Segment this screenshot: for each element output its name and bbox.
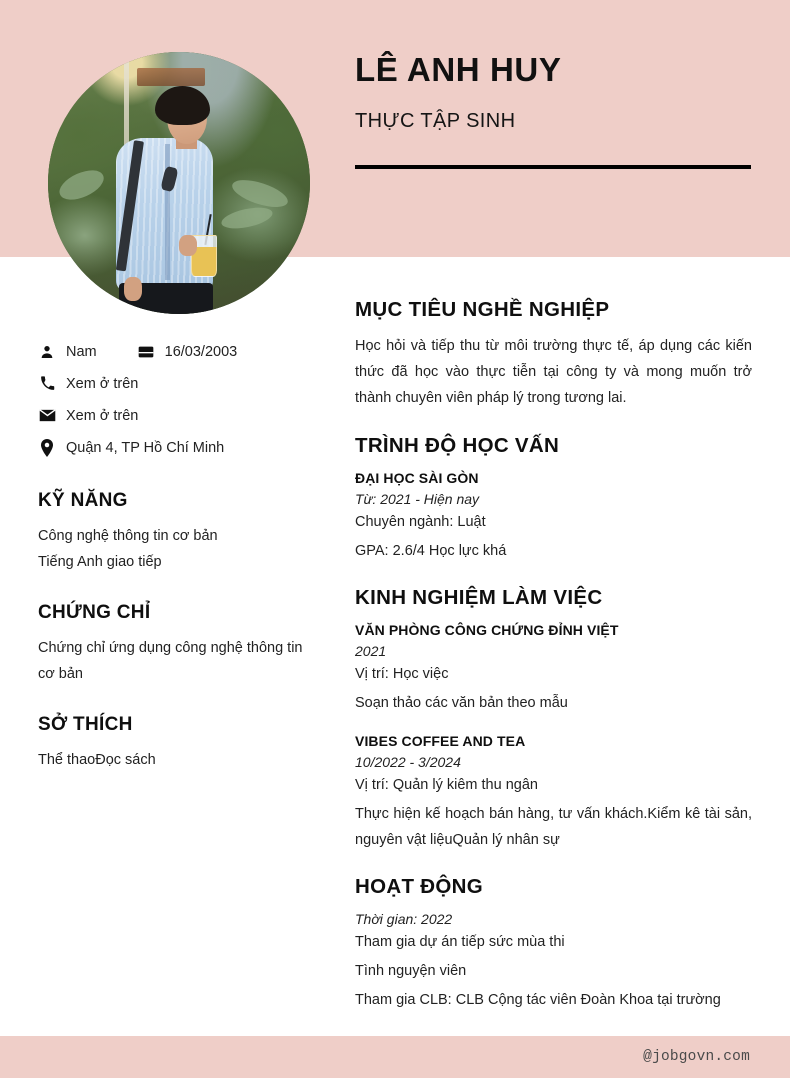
location-pin-icon: [38, 439, 56, 457]
activities-date: Thời gian: 2022: [355, 911, 453, 928]
person-icon: [38, 343, 56, 361]
experience-description: Thực hiện kế hoạch bán hàng, tư vấn khách.Kiểm kê tài sản, nguyên vật liệuQuản lý nhân sự: [355, 805, 752, 848]
candidate-role: THỰC TẬP SINH: [355, 109, 516, 132]
sidebar-certificate-item: Chứng chỉ ứng dụng công nghệ thông tin cơ bản: [38, 639, 303, 683]
contact-list: [38, 336, 320, 464]
sidebar-skill-item: Tiếng Anh giao tiếp: [38, 554, 162, 571]
contact-email-value: Xem ở trên: [66, 407, 139, 424]
header-divider-rule: [355, 165, 751, 169]
contact-phone-value: Xem ở trên: [66, 375, 139, 392]
experience-position: Vị trí: Học việc: [355, 666, 449, 683]
activities-heading: HOẠT ĐỘNG: [355, 875, 483, 899]
sidebar-heading-certificates: CHỨNG CHỈ: [38, 601, 151, 623]
education-gpa: GPA: 2.6/4 Học lực khá: [355, 542, 507, 559]
photo-placket: [165, 144, 171, 280]
sidebar: [38, 336, 320, 773]
experience-heading: KINH NGHIỆM LÀM VIỆC: [355, 586, 603, 610]
activities-item: Tình nguyện viên: [355, 963, 467, 980]
footer-band: [0, 1036, 790, 1078]
photo-hand-left: [124, 277, 142, 301]
section-experience: [355, 586, 752, 853]
objective-text: Học hỏi và tiếp thu từ môi trường thực tế, áp dụng các kiến thức đã học vào thực tiễn tại công ty và mong muốn trở thành chuyên viên pháp lý trong tương lai.: [355, 338, 752, 406]
section-education: [355, 434, 752, 565]
experience-entry: [355, 733, 752, 853]
activities-item: Tham gia dự án tiếp sức mùa thi: [355, 934, 565, 951]
candidate-name: LÊ ANH HUY: [355, 51, 562, 88]
education-school: ĐẠI HỌC SÀI GÒN: [355, 469, 479, 486]
experience-position: Vị trí: Quản lý kiêm thu ngân: [355, 777, 538, 794]
photo-hand-right: [179, 235, 197, 256]
experience-description: Soạn thảo các văn bản theo mẫu: [355, 695, 568, 712]
profile-photo: [48, 52, 310, 314]
sidebar-heading-skills: KỸ NĂNG: [38, 490, 128, 511]
experience-company: VIBES COFFEE AND TEA: [355, 733, 526, 750]
sidebar-skill-item: Công nghệ thông tin cơ bản: [38, 528, 218, 544]
header-text-block: [355, 50, 755, 133]
contact-gender-value: Nam: [66, 343, 97, 360]
contact-row-gender-dob: [38, 336, 320, 368]
photo-roof: [137, 68, 205, 86]
section-objective: [355, 298, 752, 412]
activities-item: Tham gia CLB: CLB Cộng tác viên Đoàn Khoa tại trường: [355, 992, 721, 1009]
sidebar-heading-interests: SỞ THÍCH: [38, 713, 133, 735]
experience-company: VĂN PHÒNG CÔNG CHỨNG ĐỈNH VIỆT: [355, 622, 619, 639]
objective-heading: MỤC TIÊU NGHỀ NGHIỆP: [355, 298, 610, 321]
experience-entry: [355, 622, 752, 717]
contact-row-address: [38, 432, 320, 464]
education-major: Chuyên ngành: Luật: [355, 513, 486, 530]
contact-row-phone: [38, 368, 320, 400]
id-card-icon: [137, 343, 155, 361]
contact-row-email: [38, 400, 320, 432]
contact-item-address: [38, 438, 224, 458]
contact-item-email: [38, 406, 138, 426]
contact-dob-value: 16/03/2003: [164, 343, 238, 360]
experience-date: 10/2022 - 3/2024: [355, 754, 461, 771]
contact-address-value: Quận 4, TP Hồ Chí Minh: [66, 439, 225, 456]
section-activities: [355, 875, 752, 1013]
education-entry: [355, 470, 752, 565]
experience-date: 2021: [355, 643, 387, 660]
contact-item-phone: [38, 374, 138, 394]
education-date: Từ: 2021 - Hiện nay: [355, 490, 480, 507]
main-content: [355, 298, 752, 1036]
phone-icon: [38, 375, 56, 393]
watermark-text: @jobgovn.com: [643, 1049, 750, 1065]
sidebar-interest-item: Thể thaoĐọc sách: [38, 751, 156, 768]
education-heading: TRÌNH ĐỘ HỌC VẤN: [355, 433, 560, 457]
contact-item-gender: [38, 342, 97, 362]
contact-item-dob: [137, 342, 238, 362]
envelope-icon: [38, 407, 56, 425]
